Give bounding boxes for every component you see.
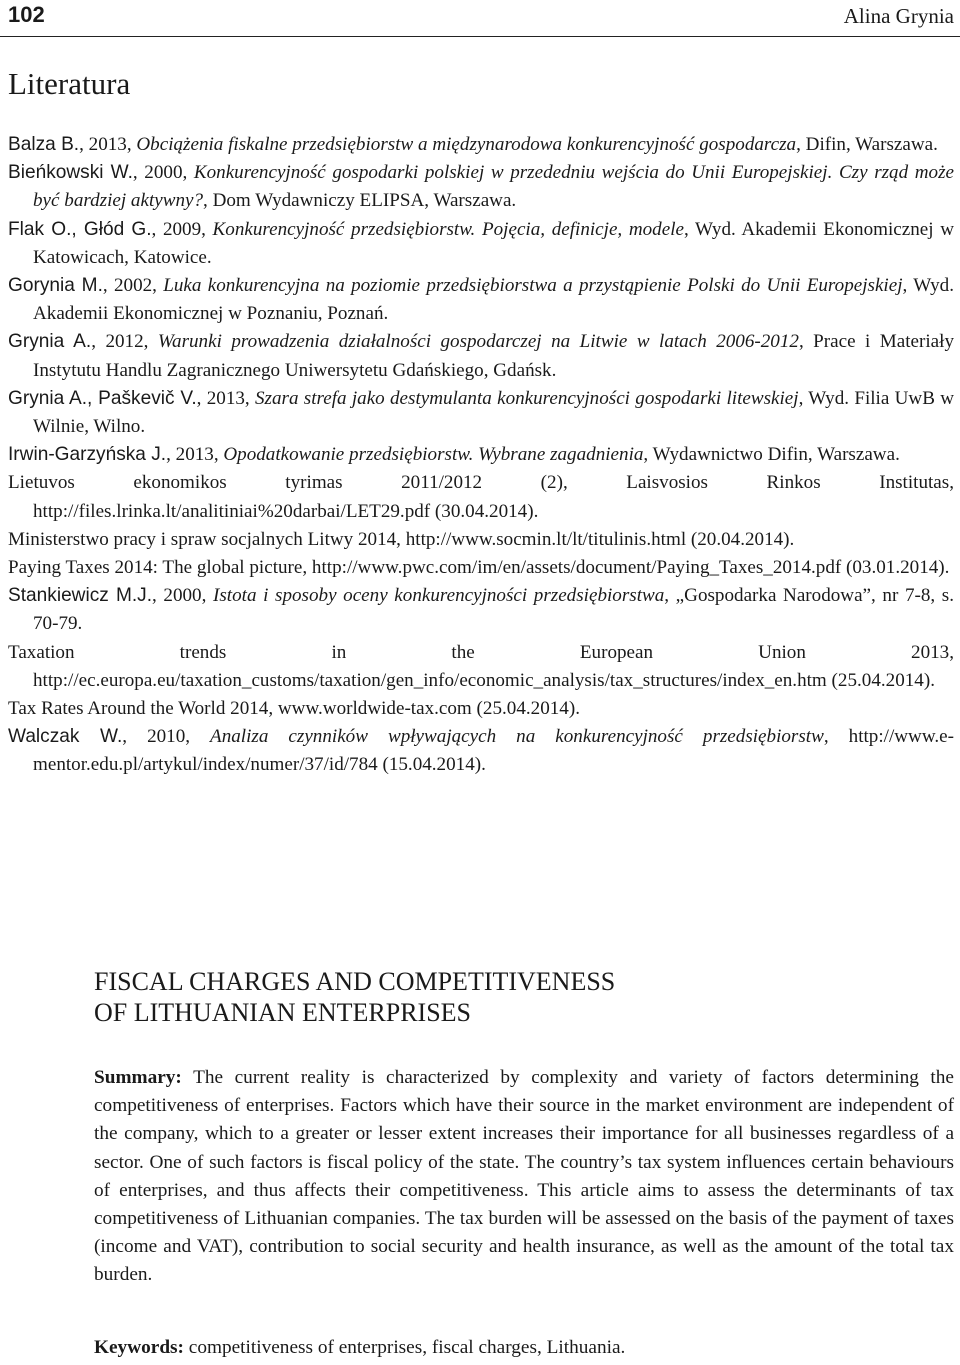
reference-title: Analiza czynników wpływających na konkurencyjność przedsiębiorstw [210, 726, 824, 748]
reference-item [8, 131, 954, 159]
reference-item [8, 216, 954, 272]
section-title: Literatura [8, 66, 131, 101]
reference-item [8, 554, 954, 582]
reference-publisher: , Prace i Materiały Instytutu Handlu Zagranicznego Uniwersytetu Gdańskiego, Gdańsk. [33, 331, 955, 381]
reference-title: Konkurencyjność przedsiębiorstw. Pojęcia, definicje, modele [212, 218, 684, 240]
reference-year: , 2012, [91, 331, 158, 353]
reference-author: Walczak W. [8, 726, 123, 748]
reference-year: , 2000, [152, 585, 213, 607]
reference-year: , 2002, [102, 275, 164, 297]
reference-title: Warunki prowadzenia działalności gospodarczej na Litwie w latach 2006-2012 [157, 331, 799, 353]
reference-publisher: , Difin, Warszawa. [796, 134, 938, 155]
reference-author: Grynia A. [8, 331, 92, 353]
reference-publisher: , Wyd. Akademii Ekonomicznej w Poznaniu, Poznań. [33, 275, 954, 325]
reference-author: Gorynia M. [8, 275, 103, 297]
reference-item [8, 582, 954, 638]
reference-item [8, 639, 954, 695]
summary-label: Summary: [94, 1067, 182, 1088]
keywords-text: competitiveness of enterprises, fiscal charges, Lithuania. [183, 1337, 626, 1358]
reference-publisher: , Wyd. Akademii Ekonomicznej w Katowicach, Katowice. [33, 218, 955, 268]
running-head-author: Alina Grynia [843, 4, 954, 28]
reference-item [8, 328, 954, 384]
reference-publisher: , http://www.e-mentor.edu.pl/artykul/index/numer/37/id/784 (15.04.2014). [33, 726, 954, 776]
english-title-line-2: OF LITHUANIAN ENTERPRISES [94, 998, 471, 1027]
summary-text: The current reality is characterized by complexity and variety of factors determining the competitiveness of enterprises. Factors which have their source in the market environment are independent of the company, which to a greater or lesser extent increases their importance for all businesses regardless of a sector. One of such factors is fiscal policy of the state. The country’s tax system influences certain behaviours of enterprises, and thus affects their competitiveness. This article aims to assess the determinants of tax competitiveness of Lithuanian companies. The tax burden will be assessed on the basis of the payment of taxes (income and VAT), contribution to social security and health insurance, as well as the amount of the total tax burden. [94, 1067, 954, 1286]
reference-item [8, 441, 954, 469]
reference-title: Opodatkowanie przedsiębiorstw. Wybrane zagadnienia [223, 444, 644, 466]
reference-year: , 2010, [122, 726, 211, 748]
reference-text: Ministerstwo pracy i spraw socjalnych Litwy 2014, http://www.socmin.lt/lt/titulinis.html (20.04.2014). [8, 528, 795, 550]
reference-author: Bieńkowski W. [8, 162, 133, 184]
page-number: 102 [8, 2, 45, 27]
reference-title: Istota i sposoby oceny konkurencyjności przedsiębiorstwa [213, 585, 665, 607]
reference-text: Paying Taxes 2014: The global picture, http://www.pwc.com/im/en/assets/document/Paying_Taxes_2014.pdf (03.01.2014). [8, 557, 950, 579]
reference-year: , 2009, [151, 218, 213, 240]
reference-publisher: , „Gospodarka Narodowa”, nr 7-8, s. 70-79. [33, 585, 954, 635]
keywords-label: Keywords: [94, 1337, 184, 1358]
reference-author: Stankiewicz M.J. [8, 585, 153, 607]
reference-publisher: , Wyd. Filia UwB w Wilnie, Wilno. [33, 387, 955, 438]
reference-item [8, 159, 954, 215]
reference-author: Balza B. [8, 134, 80, 155]
reference-year: , 2013, [166, 444, 224, 466]
reference-year: , 2013, [79, 134, 137, 155]
english-title [94, 966, 954, 1028]
reference-title: Konkurencyjność gospodarki polskiej w przededniu wejścia do Unii Europejskiej. Czy rząd może być bardziej aktywny? [33, 162, 954, 212]
header-rule [0, 36, 960, 37]
reference-text: Tax Rates Around the World 2014, www.worldwide-tax.com (25.04.2014). [8, 698, 580, 720]
reference-item [8, 695, 954, 723]
reference-item [8, 469, 954, 525]
english-title-line-1: FISCAL CHARGES AND COMPETITIVENESS [94, 967, 616, 996]
reference-year: , 2000, [132, 162, 194, 184]
reference-title: Szara strefa jako destymulanta konkurencyjności gospodarki litewskiej [254, 387, 799, 409]
reference-title: Obciążenia fiskalne przedsiębiorstw a międzynarodowa konkurencyjność gospodarcza [136, 134, 797, 155]
reference-author: Irwin-Garzyńska J. [8, 444, 167, 466]
reference-publisher: , Dom Wydawniczy ELIPSA, Warszawa. [203, 190, 517, 212]
reference-year: , 2013, [196, 387, 255, 409]
reference-text: Lietuvos ekonomikos tyrimas 2011/2012 (2), Laisvosios Rinkos Institutas, http://files.lrinka.lt/analitiniai%20darbai/LET29.pdf (30.04.2014). [8, 472, 954, 522]
reference-list [8, 131, 954, 780]
reference-text: Taxation trends in the European Union 2013, http://ec.europa.eu/taxation_customs/taxation/gen_info/economic_analysis/tax_structures/index_en.htm (25.04.2014). [8, 641, 954, 691]
reference-item [8, 272, 954, 328]
reference-item [8, 385, 954, 441]
reference-publisher: , Wydawnictwo Difin, Warszawa. [643, 444, 900, 466]
reference-author: Flak O., Głód G. [8, 218, 152, 240]
reference-item [8, 526, 954, 554]
reference-author: Grynia A., Paškevič V. [8, 387, 197, 409]
summary-paragraph [94, 1064, 954, 1290]
reference-title: Luka konkurencyjna na poziomie przedsiębiorstwa a przystąpienie Polski do Unii Europejskiej [163, 275, 903, 297]
reference-item [8, 723, 954, 779]
keywords-paragraph [94, 1334, 954, 1362]
